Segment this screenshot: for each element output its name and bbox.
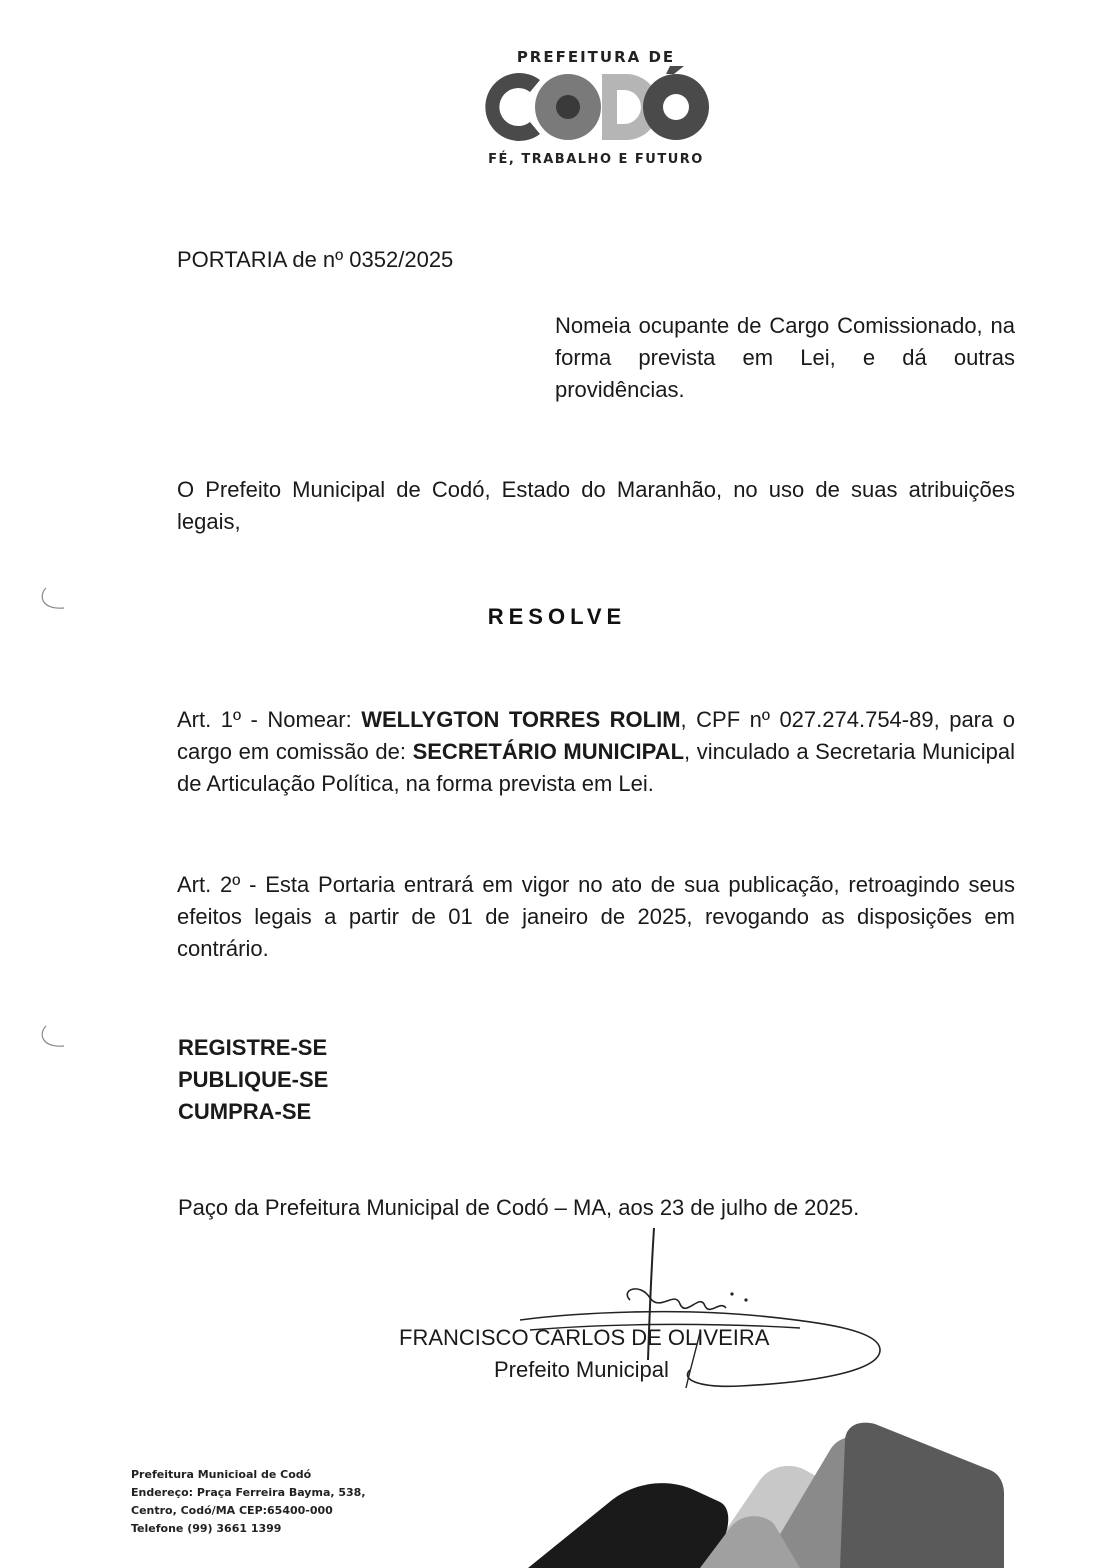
closing-register: REGISTRE-SE [178,1035,328,1060]
resolve-heading: RESOLVE [487,604,627,629]
signer-name: FRANCISCO CARLOS DE OLIVEIRA [399,1325,770,1350]
deco-shape-light [700,1466,880,1568]
date-line: Paço da Prefeitura Municipal de Codó – MA, aos 23 de julho de 2025. [178,1195,860,1220]
position-title: SECRETÁRIO MUNICIPAL [412,739,685,764]
margin-mark [36,1024,68,1052]
codo-logo [484,66,716,148]
footer-line: Telefone (99) 3661 1399 [131,1522,282,1535]
footer-line: Endereço: Praça Ferreira Bayma, 538, [131,1486,366,1499]
footer-line: Centro, Codó/MA CEP:65400-000 [131,1504,333,1517]
margin-mark [36,586,68,614]
article-2: Art. 2º - Esta Portaria entrará em vigor no ato de sua publicação, retroagindo seus efeitos legais a partir de 01 de janeiro de 2025, revogando as disposições em contrário. [177,872,1015,961]
logo-letter-o2-inner [663,94,689,120]
preamble-paragraph: O Prefeito Municipal de Codó, Estado do Maranhão, no uso de suas atribuições legais, [177,477,1015,534]
closing-block [178,1032,328,1128]
footer-line: Prefeitura Municioal de Codó [131,1468,312,1481]
appointee-name: WELLYGTON TORRES ROLIM [361,707,681,732]
logo-letter-c [485,73,540,141]
logo-slogan: FÉ, TRABALHO E FUTURO [488,152,704,167]
deco-shape-black [528,1483,728,1568]
ementa-paragraph: Nomeia ocupante de Cargo Comissionado, na forma prevista em Lei, e dá outras providências. [555,313,1015,402]
deco-shape-mid [760,1436,960,1568]
closing-comply: CUMPRA-SE [178,1099,312,1124]
deco-shape-gray [700,1516,800,1568]
logo-top-text: PREFEITURA DE [516,48,676,66]
signer-role: Prefeito Municipal [494,1357,669,1382]
document-title: PORTARIA de nº 0352/2025 [177,247,454,272]
logo-letter-o-inner [556,95,580,119]
footer-address [131,1466,366,1538]
logo-main-text [0,0,1,1]
art1-prefix: Art. 1º - Nomear: [177,707,362,732]
art1-rest: , vinculado a Secretaria Municipal de Articulação Política, na forma prevista em Lei. [177,739,1015,796]
closing-publish: PUBLIQUE-SE [178,1067,329,1092]
logo-accent-mark [666,66,684,74]
article-1 [177,704,1015,800]
deco-shape-dark [840,1423,1004,1568]
art1-cpf: , CPF nº 027.274.754-89, para o cargo em comissão de: [177,707,1015,764]
